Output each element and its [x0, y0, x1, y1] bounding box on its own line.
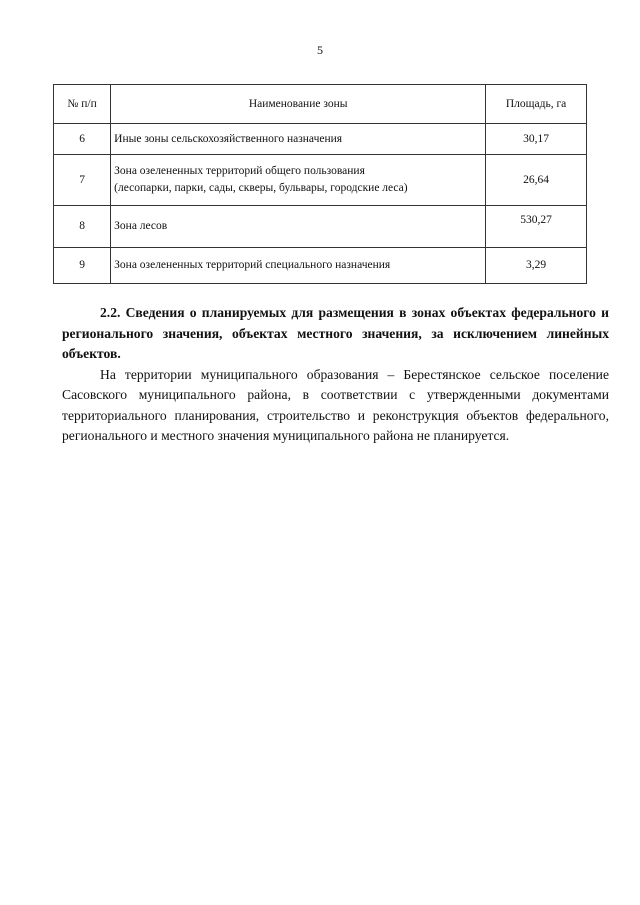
- page-number: 5: [317, 43, 323, 57]
- row-zone-name: Зона лесов: [111, 206, 486, 248]
- table-row: [54, 206, 587, 248]
- table-row: [54, 124, 587, 155]
- zones-table: [53, 84, 587, 284]
- section-body: На территории муниципального образования – Берестянское сельское поселение Сасовского муниципального района, в соответствии с утвержденными документами территориального планирования, строительство и реконструкция объектов федерального, регионального и местного значения муниципального района не планируется.: [62, 366, 609, 443]
- row-num: 8: [54, 206, 111, 248]
- header-area: Площадь, га: [486, 85, 587, 124]
- section-2-2: [62, 303, 609, 447]
- row-zone-name: [111, 155, 486, 206]
- row-zone-name-line2: (лесопарки, парки, сады, скверы, бульвары, городские леса): [114, 182, 408, 194]
- header-num: № п/п: [54, 85, 111, 124]
- table-row: [54, 248, 587, 284]
- table-header-row: [54, 85, 587, 124]
- row-zone-name: Зона озелененных территорий специального назначения: [111, 248, 486, 284]
- row-area: 530,27: [486, 206, 587, 248]
- row-num: 9: [54, 248, 111, 284]
- row-num: 7: [54, 155, 111, 206]
- row-area: 3,29: [486, 248, 587, 284]
- row-area: 30,17: [486, 124, 587, 155]
- row-num: 6: [54, 124, 111, 155]
- table-row: [54, 155, 587, 206]
- row-zone-name-line1: Зона озелененных территорий общего пользования: [114, 165, 365, 178]
- row-area: 26,64: [486, 155, 587, 206]
- header-name: Наименование зоны: [111, 85, 486, 124]
- row-zone-name: Иные зоны сельскохозяйственного назначения: [111, 124, 486, 155]
- section-heading: 2.2. Сведения о планируемых для размещения в зонах объектах федерального и регионального значения, объектах местного значения, за исключением линейных объектов.: [62, 305, 609, 361]
